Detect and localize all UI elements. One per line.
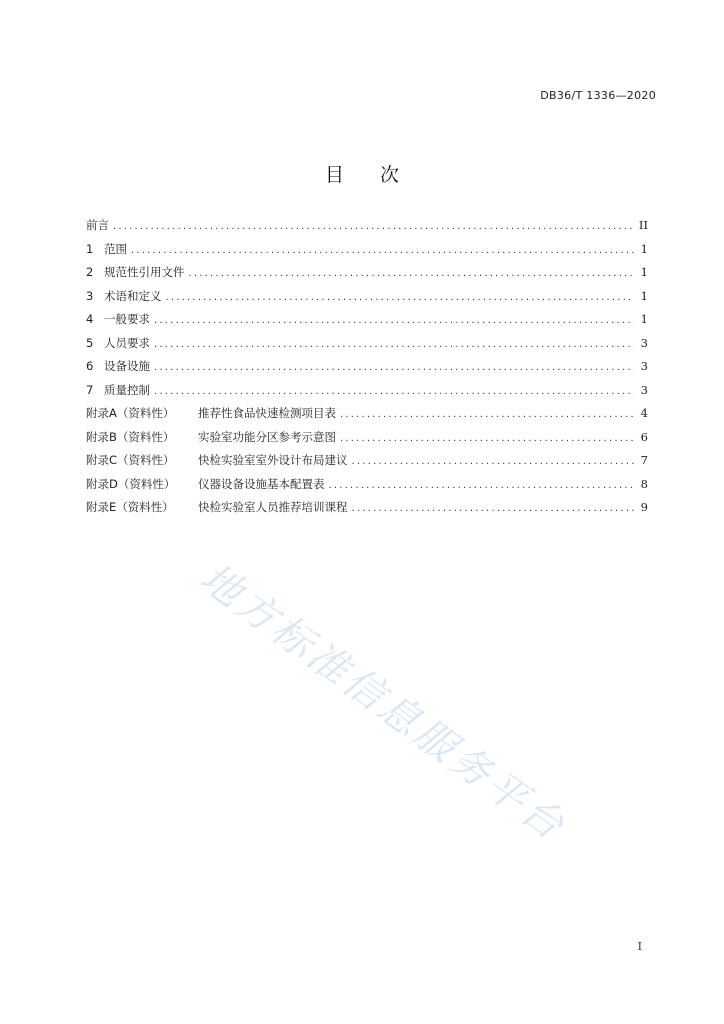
toc-annex-d[interactable] bbox=[86, 476, 648, 500]
toc-entry-number: 1 bbox=[86, 241, 94, 256]
toc-entry-label: 快检实验室室外设计布局建议 bbox=[198, 453, 348, 467]
toc-leader-dots bbox=[154, 315, 634, 326]
toc-entry-page: 6 bbox=[640, 429, 648, 444]
toc-entry-label: 仪器设备设施基本配置表 bbox=[198, 476, 325, 491]
toc-entry-3[interactable] bbox=[86, 288, 648, 312]
toc-title-left: 目 bbox=[324, 164, 344, 186]
toc-leader-dots bbox=[131, 245, 634, 256]
toc-leader-dots bbox=[329, 480, 635, 491]
toc-entry-page: II bbox=[638, 218, 648, 232]
toc-entry-1[interactable] bbox=[86, 241, 648, 265]
toc-entry-4[interactable] bbox=[86, 311, 648, 335]
toc-entry-page: 3 bbox=[640, 335, 648, 350]
toc-leader-dots bbox=[166, 292, 635, 303]
toc-leader-dots bbox=[154, 339, 634, 350]
toc-annex-id: 附录D（资料性） bbox=[86, 476, 176, 491]
toc-annex-id: 附录B（资料性） bbox=[86, 429, 175, 444]
toc-annex-a[interactable] bbox=[86, 405, 648, 429]
toc-entry-label: 一般要求 bbox=[104, 312, 150, 326]
toc-entry-page: 9 bbox=[640, 500, 648, 514]
toc-annex-b[interactable] bbox=[86, 429, 648, 453]
toc-entry-number: 6 bbox=[86, 359, 94, 373]
table-of-contents bbox=[86, 217, 648, 523]
toc-leader-dots bbox=[113, 221, 634, 232]
toc-entry-label: 范围 bbox=[104, 241, 127, 256]
toc-annex-id: 附录A（资料性） bbox=[86, 406, 175, 420]
toc-annex-e[interactable] bbox=[86, 499, 648, 523]
toc-entry-label: 规范性引用文件 bbox=[104, 265, 185, 279]
toc-entry-label: 设备设施 bbox=[104, 359, 150, 373]
toc-entry-foreword[interactable] bbox=[86, 217, 648, 241]
toc-entry-number: 5 bbox=[86, 335, 94, 350]
toc-entry-page: 4 bbox=[640, 406, 648, 420]
toc-leader-dots bbox=[352, 503, 635, 514]
page-number: I bbox=[637, 940, 642, 953]
toc-entry-label: 人员要求 bbox=[104, 335, 150, 350]
toc-entry-label: 快检实验室人员推荐培训课程 bbox=[198, 500, 348, 514]
toc-annex-id: 附录C（资料性） bbox=[86, 453, 175, 467]
toc-entry-2[interactable] bbox=[86, 264, 648, 288]
toc-entry-page: 1 bbox=[640, 312, 648, 326]
toc-entry-6[interactable] bbox=[86, 358, 648, 382]
document-code: DB36/T 1336—2020 bbox=[540, 89, 656, 102]
toc-entry-page: 1 bbox=[640, 265, 648, 279]
toc-title-right: 次 bbox=[380, 164, 400, 186]
toc-entry-page: 7 bbox=[640, 453, 648, 467]
toc-entry-5[interactable] bbox=[86, 335, 648, 359]
toc-entry-label: 实验室功能分区参考示意图 bbox=[198, 429, 336, 444]
toc-entry-page: 3 bbox=[640, 382, 648, 397]
toc-leader-dots bbox=[154, 362, 634, 373]
toc-entry-page: 8 bbox=[640, 476, 648, 491]
toc-title bbox=[0, 160, 724, 187]
toc-leader-dots bbox=[189, 268, 635, 279]
toc-entry-page: 3 bbox=[640, 359, 648, 373]
toc-leader-dots bbox=[352, 456, 635, 467]
toc-entry-label: 质量控制 bbox=[104, 382, 150, 397]
toc-entry-7[interactable] bbox=[86, 382, 648, 406]
toc-annex-id: 附录E（资料性） bbox=[86, 500, 174, 514]
toc-entry-page: 1 bbox=[640, 241, 648, 256]
toc-leader-dots bbox=[154, 386, 634, 397]
toc-entry-label: 推荐性食品快速检测项目表 bbox=[198, 406, 336, 420]
watermark-text: 地方标准信息服务平台 bbox=[191, 554, 575, 851]
toc-annex-c[interactable] bbox=[86, 452, 648, 476]
toc-entry-number: 7 bbox=[86, 382, 94, 397]
toc-entry-page: 1 bbox=[640, 288, 648, 303]
toc-entry-label: 前言 bbox=[86, 218, 109, 232]
toc-entry-label: 术语和定义 bbox=[104, 288, 162, 303]
toc-entry-number: 2 bbox=[86, 265, 94, 279]
toc-entry-number: 3 bbox=[86, 288, 94, 303]
toc-leader-dots bbox=[340, 409, 634, 420]
toc-leader-dots bbox=[340, 433, 634, 444]
toc-entry-number: 4 bbox=[86, 312, 94, 326]
